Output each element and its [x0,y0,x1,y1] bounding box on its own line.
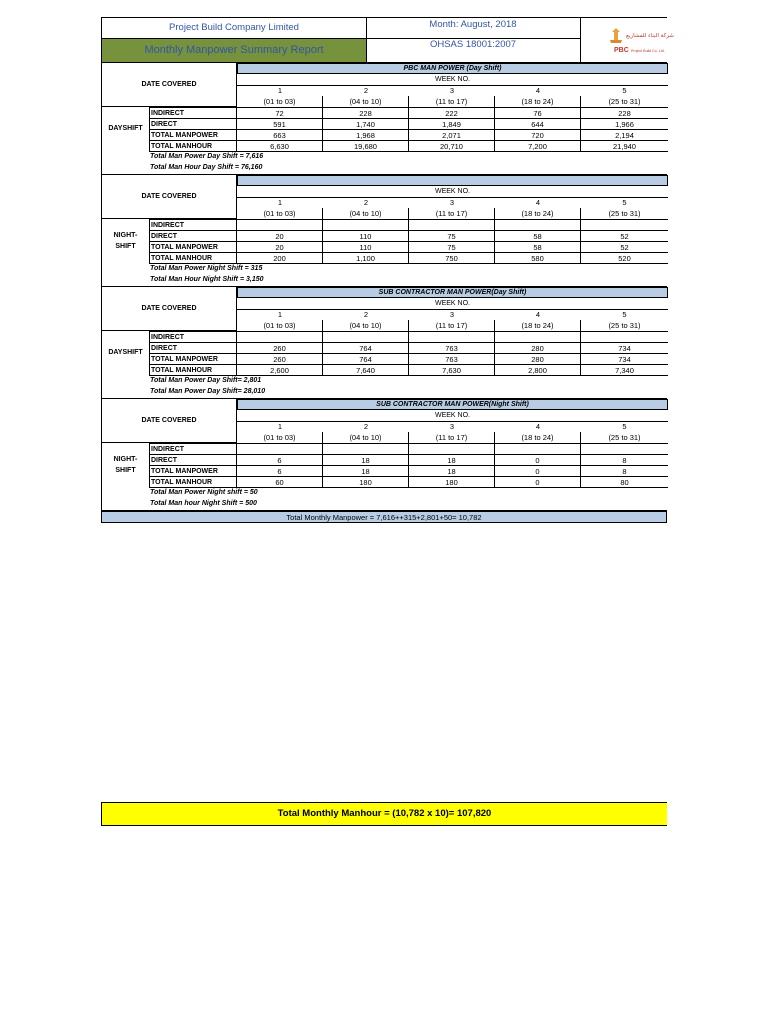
direct-row-value: 644 [495,118,581,129]
week-range: (01 to 03) [237,208,323,219]
indirect-row-value [409,219,495,230]
direct-row-label: DIRECT [149,230,237,241]
indirect-row-value [237,331,323,342]
week-range: (04 to 10) [323,208,409,219]
direct-row-value: 260 [237,342,323,353]
week-range: (11 to 17) [409,320,495,331]
total-monthly-manpower: Total Monthly Manpower = 7,616++315+2,801+50= 10,782 [101,511,667,523]
week-number: 4 [535,310,541,319]
total-manhour-row-value: 2,800 [495,364,581,375]
week-number: 2 [363,310,369,319]
indirect-row-label: INDIRECT [149,331,237,342]
direct-row-label: DIRECT [149,118,237,129]
direct-row-value: 18 [323,454,409,465]
total-manhour-row-value: 750 [409,252,495,263]
company-name: Project Build Company Limited [169,22,299,33]
section-band-title: SUB CONTRACTOR MAN POWER(Day Shift) [237,287,668,298]
total-manhour-row-value: 19,680 [323,140,409,151]
direct-row-value: 591 [237,118,323,129]
total-manhour-row-value: 200 [237,252,323,263]
indirect-row-value [237,219,323,230]
week-number: 3 [449,86,455,95]
direct-row-value: 75 [409,230,495,241]
indirect-row-value: 228 [323,107,409,118]
week-number: 4 [535,86,541,95]
week-number: 3 [449,310,455,319]
indirect-row-value [409,331,495,342]
header-left-cell [102,18,367,62]
direct-row-value: 1,740 [323,118,409,129]
week-range: (18 to 24) [495,96,581,107]
indirect-row-value [409,443,495,454]
total-manpower-row-value: 75 [409,241,495,252]
total-manhour-row-label: TOTAL MANHOUR [149,252,237,263]
logo-arabic-text: شركة البناء للمشاريع [626,33,674,39]
week-no-label: WEEK NO. [434,76,470,83]
shift-label: DAYSHIFT [108,349,143,356]
week-number: 1 [277,310,283,319]
direct-row-label: DIRECT [149,342,237,353]
shift-label: DAYSHIFT [108,125,143,132]
week-no-label: WEEK NO. [434,412,470,419]
total-manpower-row-label: TOTAL MANPOWER [149,241,237,252]
total-manpower-row-value: 260 [237,353,323,364]
total-manhour-row-value: 2,600 [237,364,323,375]
total-manhour-row-value: 7,630 [409,364,495,375]
section-summary-1: Total Man Power Night Shift = 315 [150,265,263,272]
section-summary-2: Total Man Hour Day Shift = 76,160 [150,164,263,171]
total-manhour-row-value: 20,710 [409,140,495,151]
section-summary-1: Total Man Power Night shift = 50 [150,489,258,496]
total-manhour-row-value: 0 [495,476,581,487]
total-manpower-row-value: 6 [237,465,323,476]
week-number: 5 [622,198,627,207]
week-range: (01 to 03) [237,96,323,107]
indirect-row-value [323,219,409,230]
indirect-row-value [581,219,668,230]
week-range: (25 to 31) [608,209,641,218]
ohsas-standard: OHSAS 18001:2007 [366,38,580,63]
direct-row-value: 52 [581,230,668,241]
total-manhour-row-value: 580 [495,252,581,263]
direct-row-value: 58 [495,230,581,241]
direct-row-value: 734 [581,342,668,353]
indirect-row-label: INDIRECT [149,443,237,454]
section-band-title: SUB CONTRACTOR MAN POWER(Night Shift) [237,399,668,410]
total-monthly-manhour: Total Monthly Manhour = (10,782 x 10)= 107,820 [101,802,667,826]
week-number: 4 [535,198,541,207]
section-summary-2: Total Man Hour Night Shift = 3,150 [150,276,264,283]
direct-row-value: 763 [409,342,495,353]
total-manpower-row-value: 734 [581,353,668,364]
week-range: (18 to 24) [495,320,581,331]
date-covered-label: DATE COVERED [102,175,237,219]
indirect-row-label: INDIRECT [149,107,237,118]
week-range: (01 to 03) [237,432,323,443]
section-3 [101,287,667,399]
sections-container [101,63,667,511]
indirect-row-value [581,331,668,342]
week-range: (04 to 10) [323,96,409,107]
section-4 [101,399,667,511]
indirect-row-value [495,219,581,230]
week-range: (01 to 03) [237,320,323,331]
week-range: (18 to 24) [495,432,581,443]
week-number: 1 [277,422,283,431]
direct-row-value: 1,849 [409,118,495,129]
direct-row-value: 280 [495,342,581,353]
total-manpower-row-value: 720 [495,129,581,140]
total-manhour-row-label: TOTAL MANHOUR [149,364,237,375]
direct-row-value: 18 [409,454,495,465]
section-summary-2: Total Man hour Night Shift = 500 [150,500,257,507]
section-2 [101,175,667,287]
total-manpower-row-value: 764 [323,353,409,364]
direct-row-value: 1,966 [581,118,668,129]
total-manhour-row-value: 7,200 [495,140,581,151]
indirect-row-value: 222 [409,107,495,118]
week-number: 1 [277,198,283,207]
week-number: 2 [363,422,369,431]
total-manpower-row-value: 663 [237,129,323,140]
report-sheet [101,17,674,511]
section-summary-1: Total Man Power Day Shift= 2,801 [150,377,262,384]
indirect-row-value [495,331,581,342]
date-covered-label: DATE COVERED [102,287,237,331]
indirect-row-value [323,331,409,342]
total-manpower-row-value: 2,071 [409,129,495,140]
shift-label: NIGHT- SHIFT [113,232,138,250]
total-manpower-row-value: 280 [495,353,581,364]
total-manhour-row-value: 1,100 [323,252,409,263]
week-no-label: WEEK NO. [434,300,470,307]
shift-label: NIGHT- SHIFT [113,456,138,474]
week-no-label: WEEK NO. [434,188,470,195]
indirect-row-value [495,443,581,454]
date-covered-label: DATE COVERED [102,399,237,443]
total-manhour-row-value: 60 [237,476,323,487]
total-manhour-row-value: 6,630 [237,140,323,151]
week-number: 5 [622,310,627,319]
week-number: 3 [449,422,455,431]
week-range: (25 to 31) [608,97,641,106]
total-manpower-row-value: 52 [581,241,668,252]
total-manpower-row-value: 763 [409,353,495,364]
total-manhour-row-value: 7,340 [581,364,668,375]
indirect-row-value [237,443,323,454]
direct-row-value: 6 [237,454,323,465]
total-manpower-row-value: 110 [323,241,409,252]
indirect-row-value [581,443,668,454]
indirect-row-value: 72 [237,107,323,118]
total-manpower-row-value: 18 [323,465,409,476]
report-header [101,17,674,63]
week-range: (11 to 17) [409,208,495,219]
total-manhour-row-label: TOTAL MANHOUR [149,140,237,151]
total-manpower-row-value: 2,194 [581,129,668,140]
report-month: Month: August, 2018 [429,19,517,30]
week-range: (11 to 17) [409,432,495,443]
total-manpower-row-value: 0 [495,465,581,476]
total-manhour-row-value: 180 [323,476,409,487]
week-range: (04 to 10) [323,320,409,331]
week-number: 2 [363,86,369,95]
week-number: 5 [622,86,627,95]
report-title: Monthly Manpower Summary Report [102,38,366,62]
section-band-title [237,175,668,186]
total-manpower-row-value: 58 [495,241,581,252]
direct-row-value: 20 [237,230,323,241]
section-1 [101,63,667,175]
total-manhour-row-value: 21,940 [581,140,668,151]
total-manpower-row-value: 1,968 [323,129,409,140]
header-logo-cell [580,18,674,62]
section-summary-1: Total Man Power Day Shift = 7,616 [150,153,264,160]
header-middle-cell [366,18,581,62]
total-manhour-row-value: 520 [581,252,668,263]
direct-row-value: 764 [323,342,409,353]
indirect-row-value: 228 [581,107,668,118]
total-manpower-row-value: 8 [581,465,668,476]
total-manpower-row-label: TOTAL MANPOWER [149,465,237,476]
week-number: 2 [363,198,369,207]
direct-row-value: 0 [495,454,581,465]
week-number: 1 [277,86,283,95]
date-covered-label: DATE COVERED [102,63,237,107]
week-number: 5 [622,422,627,431]
direct-row-value: 8 [581,454,668,465]
week-range: (04 to 10) [323,432,409,443]
week-range: (25 to 31) [608,321,641,330]
logo-brand-text: PBC [614,47,629,54]
total-manhour-row-label: TOTAL MANHOUR [149,476,237,487]
indirect-row-value: 76 [495,107,581,118]
total-manpower-row-value: 20 [237,241,323,252]
total-manpower-row-label: TOTAL MANPOWER [149,353,237,364]
direct-row-value: 110 [323,230,409,241]
week-number: 4 [535,422,541,431]
logo-sub-text: Project Build Co. Ltd. [631,49,665,53]
indirect-row-label: INDIRECT [149,219,237,230]
direct-row-label: DIRECT [149,454,237,465]
week-number: 3 [449,198,455,207]
section-band-title: PBC MAN POWER (Day Shift) [237,63,668,74]
total-manhour-row-value: 7,640 [323,364,409,375]
total-manpower-row-value: 18 [409,465,495,476]
section-summary-2: Total Man Power Day Shift= 28,010 [150,388,266,395]
pbc-logo [608,26,674,56]
indirect-row-value [323,443,409,454]
total-manhour-row-value: 180 [409,476,495,487]
week-range: (25 to 31) [608,433,641,442]
total-manpower-row-label: TOTAL MANPOWER [149,129,237,140]
week-range: (11 to 17) [409,96,495,107]
week-range: (18 to 24) [495,208,581,219]
total-manhour-row-value: 80 [581,476,668,487]
